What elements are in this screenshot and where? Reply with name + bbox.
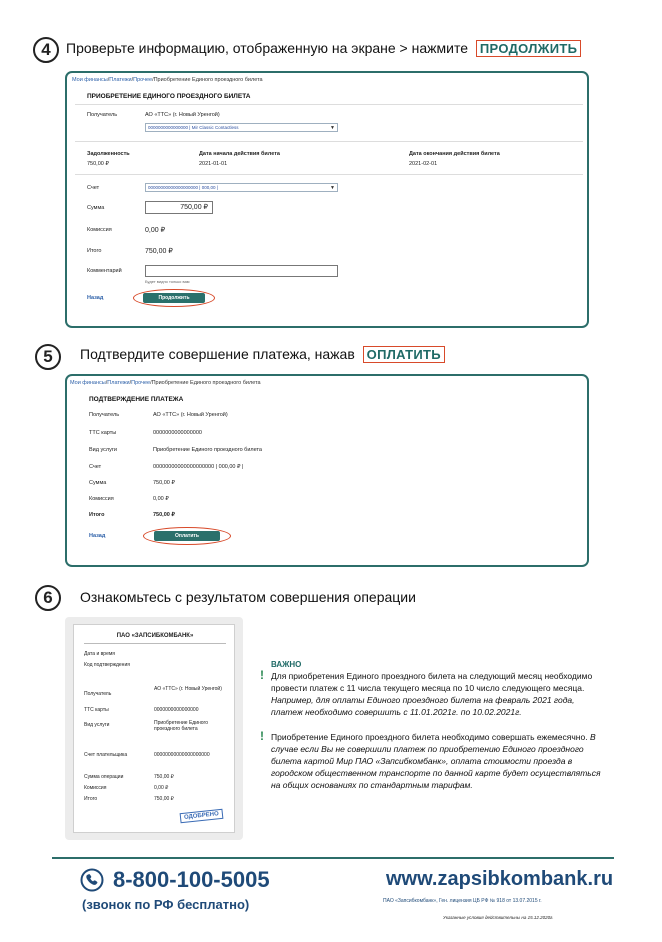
recipient-label: Получатель (87, 112, 118, 118)
card-select-value: 0000000000000000 | Mir Classic Contactless (148, 125, 239, 130)
license-text: ПАО «Запсибкомбанк», Ген. лицензия ЦБ РФ № 918 от 13.07.2015 г. (383, 898, 542, 904)
sum-input[interactable]: 750,00 ₽ (145, 201, 213, 214)
account-select-value: 00000000000000000000 | 000,00 | (148, 185, 218, 190)
total-value: 750,00 ₽ (153, 512, 175, 518)
warning-icon: ! (260, 668, 264, 682)
step-5-highlight: ОПЛАТИТЬ (363, 346, 445, 363)
sum-label: Сумма (87, 205, 105, 211)
account-select[interactable] (145, 183, 338, 192)
payer-label: Счет плательщика (84, 752, 128, 758)
total-label: Итого (87, 248, 102, 254)
total-label: Итого (89, 512, 105, 518)
crumb-other[interactable]: Прочее (133, 77, 153, 83)
end-date-value: 2021-02-01 (409, 161, 438, 167)
back-link[interactable]: Назад (89, 533, 106, 539)
service-label: Вид услуги (84, 722, 110, 728)
card-value: 0000000000000000 (154, 707, 199, 713)
sum-label: Сумма операции (84, 774, 124, 780)
fee-value: 0,00 ₽ (154, 785, 169, 791)
account-value: 00000000000000000000 | 000,00 ₽ | (153, 464, 244, 470)
card-label: ТТС карты (89, 430, 117, 436)
validity-text: Указанные условия действительны на 15.12.2020г. (443, 915, 554, 920)
comment-input[interactable] (145, 265, 338, 277)
important-paragraph-1 (271, 670, 603, 718)
divider (75, 174, 583, 175)
recipient-value: АО «ТТС» (г. Новый Уренгой) (145, 112, 220, 118)
comment-hint: Будет видно только вам (145, 279, 190, 284)
step-4-highlight: ПРОДОЛЖИТЬ (476, 40, 581, 57)
fee-label: Комиссия (87, 227, 112, 233)
crumb-finances[interactable]: Мои финансы (72, 77, 108, 83)
step-4-text: Проверьте информацию, отображенную на экране > нажмите (66, 40, 468, 56)
divider (75, 141, 583, 142)
important-p1-example: Например, для оплаты Единого проездного билета на февраль 2021 года, платеж необходимо совершить с 11.01.2021г. по 10.02.2021г. (271, 695, 575, 717)
code-label: Код подтверждения (84, 662, 130, 668)
step-5-number: 5 (35, 344, 61, 370)
step-4-screen (65, 71, 589, 328)
sum-value: 750,00 ₽ (154, 774, 174, 780)
date-label: Дата и время (84, 651, 116, 657)
receipt-bank: ПАО «ЗАПСИБКОМБАНК» (116, 633, 194, 639)
receipt (73, 624, 235, 833)
page-title: ПРИОБРЕТЕНИЕ ЕДИНОГО ПРОЕЗДНОГО БИЛЕТА (87, 93, 251, 100)
fee-value: 0,00 ₽ (145, 227, 166, 234)
step-5-text: Подтвердите совершение платежа, нажав (80, 346, 355, 362)
recipient-value: АО «ТТС» (г. Новый Уренгой) (153, 412, 228, 418)
important-title: ВАЖНО (271, 660, 302, 669)
fee-value: 0,00 ₽ (153, 496, 169, 502)
start-date-value: 2021-01-01 (199, 161, 228, 167)
debt-label: Задолженность (87, 151, 130, 157)
crumb-other[interactable]: Прочее (131, 380, 151, 386)
recipient-label: Получатель (89, 412, 120, 418)
footer-divider (52, 857, 614, 859)
step-5-instruction (80, 346, 445, 363)
pay-button[interactable]: Оплатить (154, 531, 220, 541)
step-5-screen (65, 374, 589, 567)
phone-icon (80, 868, 104, 897)
chevron-down-icon: ▼ (330, 185, 335, 191)
chevron-down-icon: ▼ (330, 125, 335, 131)
phone-number[interactable]: 8-800-100-5005 (113, 867, 270, 892)
divider (75, 104, 583, 105)
start-date-label: Дата начала действия билета (199, 151, 280, 157)
step-4-number: 4 (33, 37, 59, 63)
page-title: ПОДТВЕРЖДЕНИЕ ПЛАТЕЖА (89, 396, 184, 403)
step-6-text: Ознакомьтесь с результатом совершения операции (80, 589, 416, 605)
account-label: Счет (89, 464, 102, 470)
step-6-number: 6 (35, 585, 61, 611)
important-p2-note: В случае если Вы не совершили платеж по приобретению Единого проездного билета картой Мир ПАО «Запсибкомбанк», оплата стоимости проезда в городском общественном транспорте по данной карте будет осуществляться на общих основаниях по стандартным тарифам. (271, 732, 601, 790)
crumb-payments[interactable]: Платежи (109, 77, 132, 83)
step-4-instruction (66, 40, 581, 57)
service-value: Приобретение Единого проездного билета (153, 447, 262, 453)
service-value: Приобретение Единого проездного билета (154, 720, 209, 732)
payer-value: 00000000000000000000 (154, 752, 210, 758)
receipt-frame (65, 617, 243, 840)
total-value: 750,00 ₽ (154, 796, 174, 802)
fee-label: Комиссия (89, 496, 114, 502)
sum-label: Сумма (89, 480, 107, 486)
breadcrumb: Мои финансы/Платежи/Прочее/Приобретение Единого проездного билета (70, 380, 261, 386)
card-value: 0000000000000000 (153, 430, 202, 436)
important-p2-text: Приобретение Единого проездного билета необходимо совершать ежемесячно. (271, 732, 588, 742)
phone-note: (звонок по РФ бесплатно) (82, 897, 250, 912)
important-paragraph-2 (271, 731, 603, 791)
fee-label: Комиссия (84, 785, 107, 791)
crumb-finances[interactable]: Мои финансы (70, 380, 106, 386)
end-date-label: Дата окончания действия билета (409, 151, 500, 157)
total-value: 750,00 ₽ (145, 248, 173, 255)
comment-label: Комментарий (87, 268, 122, 274)
account-label: Счет (87, 185, 100, 191)
breadcrumb: Мои финансы/Платежи/Прочее/Приобретение Единого проездного билета (72, 77, 263, 83)
warning-icon: ! (260, 729, 264, 743)
divider (84, 643, 226, 644)
crumb-current: Приобретение Единого проездного билета (151, 380, 261, 386)
card-select[interactable] (145, 123, 338, 132)
debt-value: 750,00 ₽ (87, 161, 109, 167)
approved-stamp: ОДОБРЕНО (180, 809, 224, 823)
service-label: Вид услуги (89, 447, 117, 453)
recipient-label: Получатель (84, 691, 112, 697)
website-link[interactable]: www.zapsibkombank.ru (386, 868, 614, 890)
continue-button[interactable]: Продолжить (143, 293, 205, 303)
sum-value: 750,00 ₽ (153, 480, 175, 486)
card-label: ТТС карты (84, 707, 109, 713)
total-label: Итого (84, 796, 98, 802)
important-p1-text: Для приобретения Единого проездного билета на следующий месяц необходимо провести платеж с 11 числа текущего месяца по 10 число следующего месяца. (271, 671, 593, 693)
crumb-current: Приобретение Единого проездного билета (153, 77, 263, 83)
crumb-payments[interactable]: Платежи (107, 380, 130, 386)
recipient-value: АО «ТТС» (г. Новый Уренгой) (154, 686, 222, 692)
back-link[interactable]: Назад (87, 295, 104, 301)
